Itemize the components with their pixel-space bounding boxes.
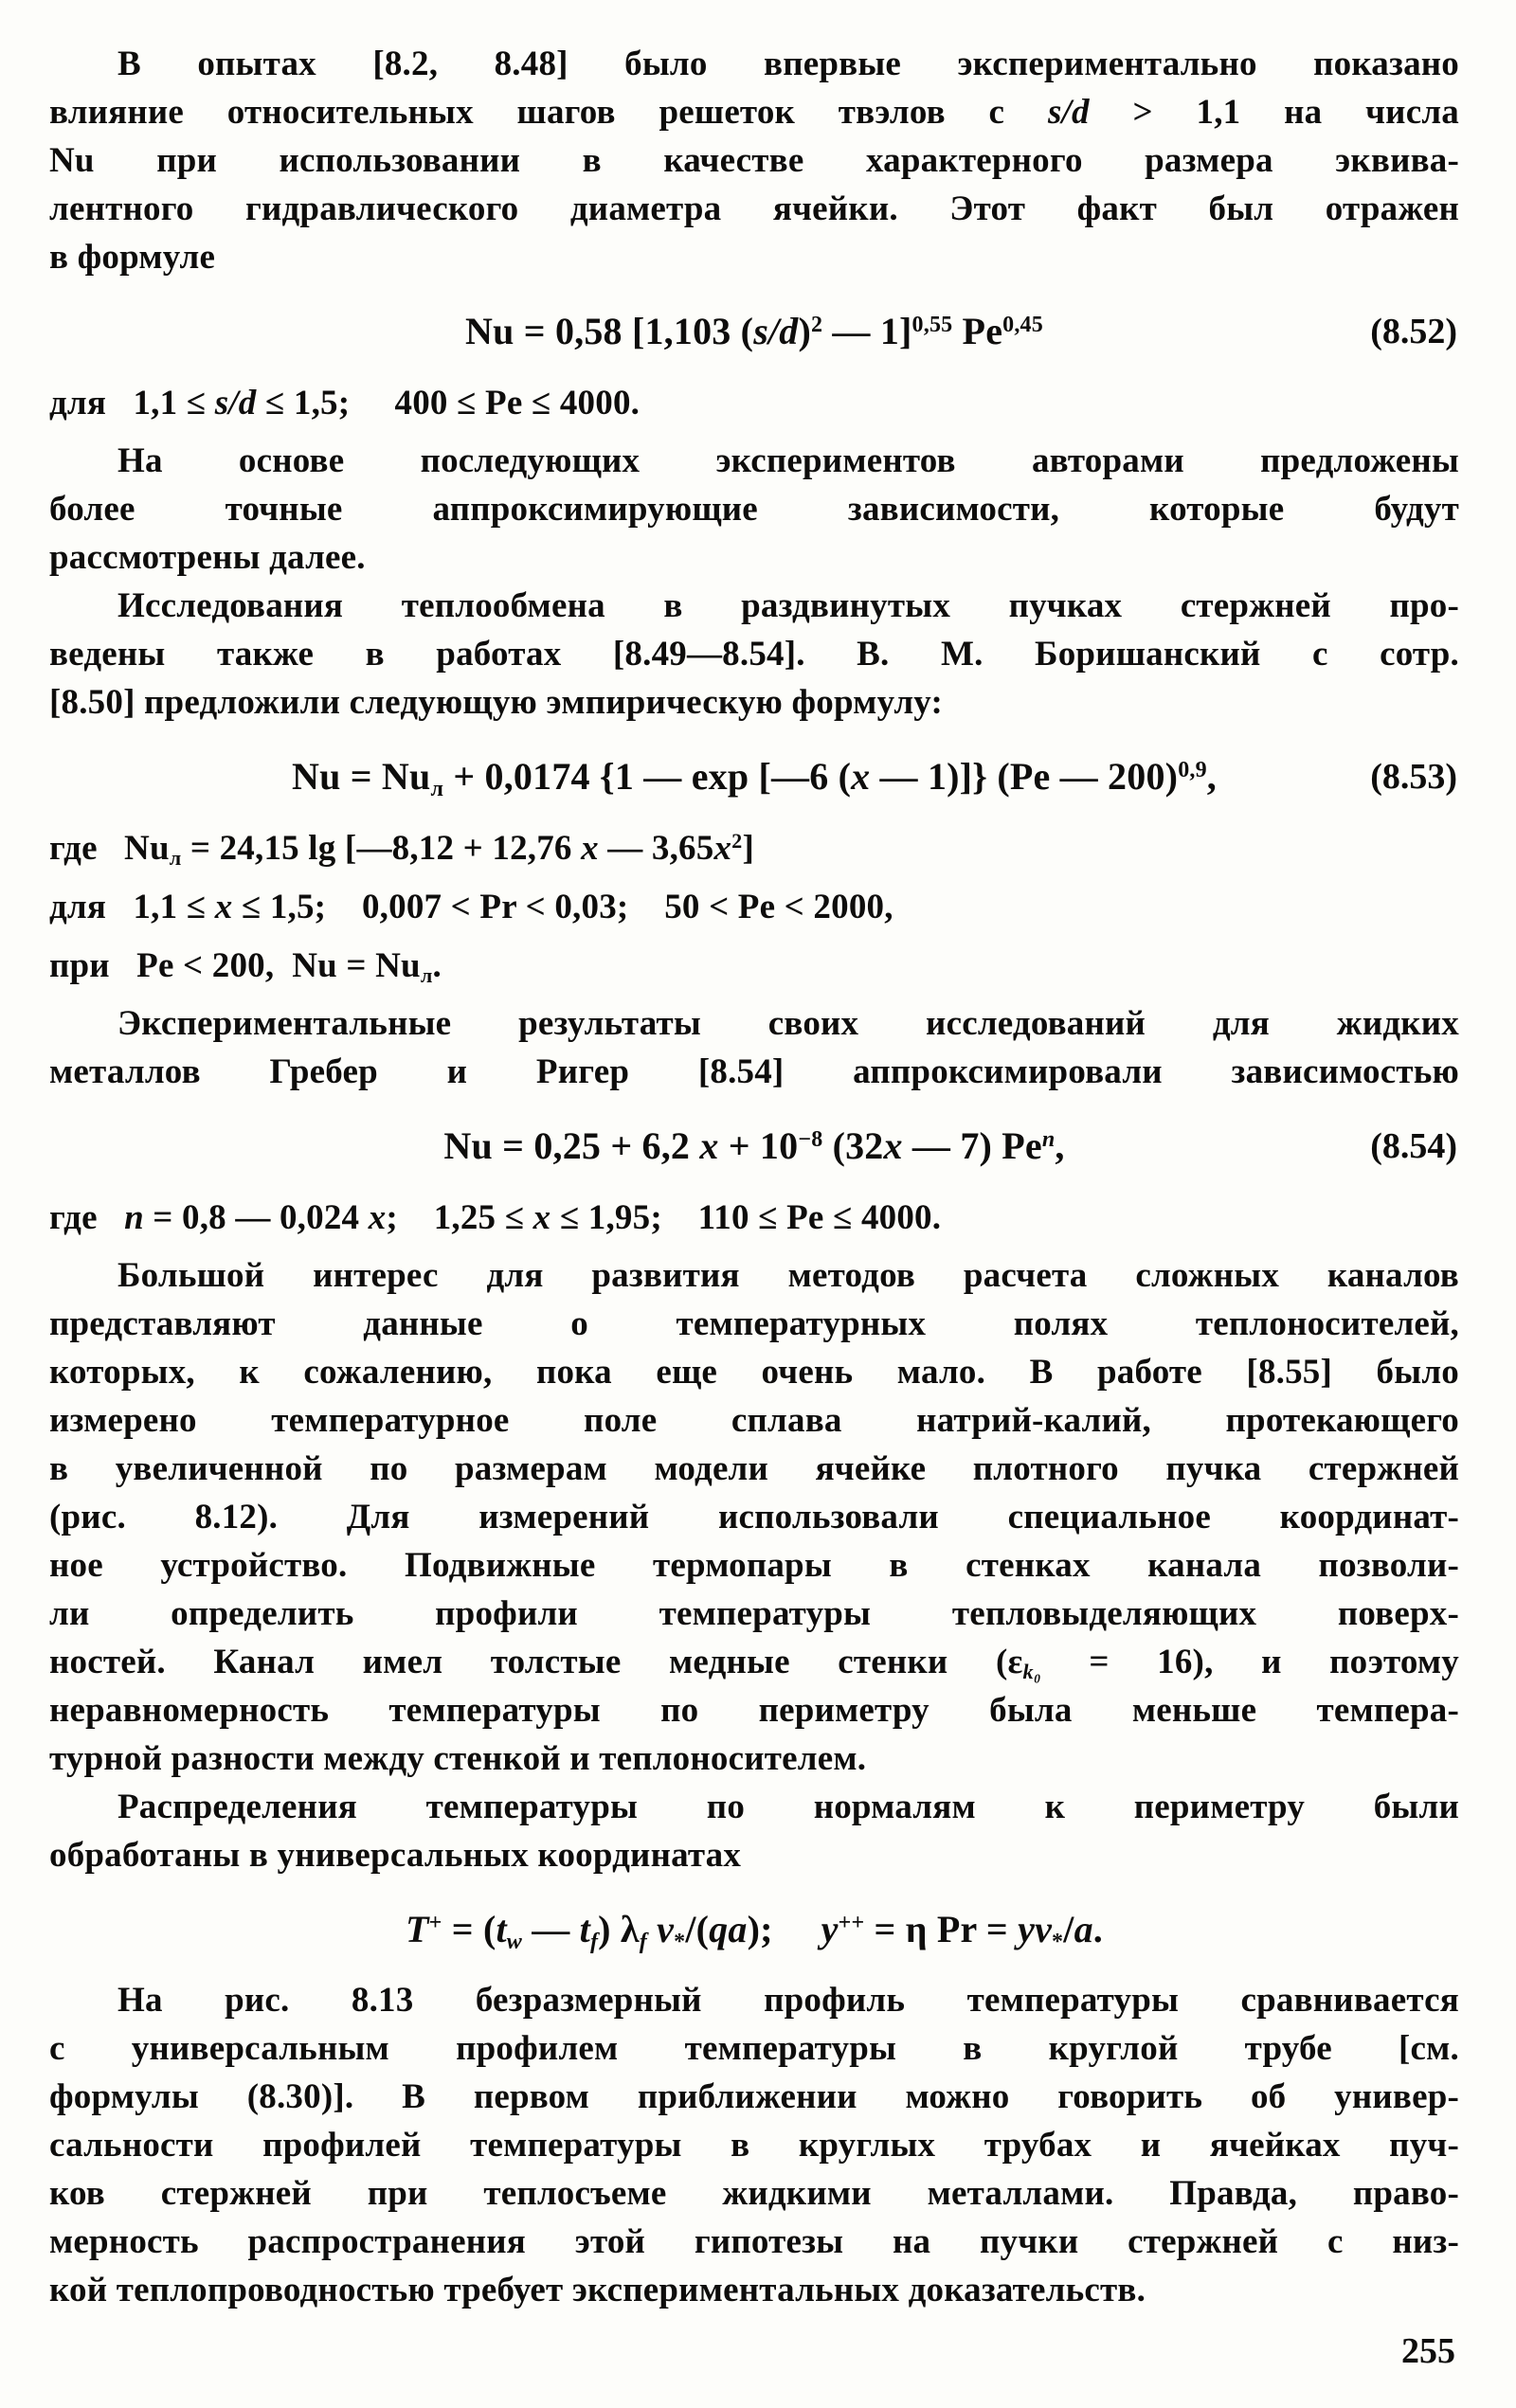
text-line: в формуле bbox=[49, 238, 216, 277]
text-line: В опытах [8.2, 8.48] было впервые экспериментально показано bbox=[117, 45, 1459, 83]
page-content bbox=[49, 40, 1459, 2314]
equation-number: (8.52) bbox=[1370, 312, 1457, 351]
text-line: формулы (8.30)]. В первом приближении можно говорить об универ- bbox=[49, 2077, 1459, 2116]
definition-nu-l: где $Nu_л = 24,15$ lg [—8,12 + 12,76 x — $3,65x^2$] bbox=[49, 828, 754, 871]
text-line: металлов Гребер и Ригер [8.54] аппроксимировали зависимостью bbox=[49, 1052, 1459, 1091]
condition-8-53: для 1,1 ≤ x ≤ 1,5; 0,007 < Pr < 0,03; 50 < Pe < 2000, bbox=[49, 888, 893, 926]
text-line: лентного гидравлического диаметра ячейки. Этот факт был отражен bbox=[49, 189, 1459, 228]
text-line: влияние относительных шагов решеток твэлов с s/d > 1,1 на числа bbox=[49, 93, 1459, 132]
text-line: с универсальным профилем температуры в круглой трубе [см. bbox=[49, 2029, 1459, 2068]
paragraph-2 bbox=[49, 437, 1459, 582]
text-line: На основе последующих экспериментов авторами предложены bbox=[117, 441, 1459, 480]
equation-number: (8.53) bbox=[1370, 757, 1457, 797]
paragraph-5 bbox=[49, 1251, 1459, 1783]
text-line: обработаны в универсальных координатах bbox=[49, 1836, 742, 1875]
paragraph-1 bbox=[49, 40, 1459, 281]
page-number: 255 bbox=[1401, 2331, 1455, 2371]
condition-8-52: для 1,1 ≤ s/d ≤ 1,5; 400 ≤ Pe ≤ 4000. bbox=[49, 384, 641, 422]
equation-8-53 bbox=[49, 749, 1459, 804]
paragraph-4 bbox=[49, 999, 1459, 1096]
text-line: ное устройство. Подвижные термопары в стенках канала позволи- bbox=[49, 1546, 1459, 1585]
equation-t-plus bbox=[49, 1902, 1459, 1957]
paragraph-6 bbox=[49, 1783, 1459, 1879]
text-line: более точные аппроксимирующие зависимости, которые будут bbox=[49, 490, 1459, 529]
text-line: Исследования теплообмена в раздвинутых пучках стержней про- bbox=[117, 586, 1459, 625]
text-line: ведены также в работах [8.49—8.54]. В. М. Боришанский с сотр. bbox=[49, 635, 1459, 674]
equation: Nu = 0,25 + 6,2 $x + 10^{-8}$ (32x — 7) Pe$^n$, bbox=[443, 1124, 1065, 1167]
text-line: рассмотрены далее. bbox=[49, 538, 366, 577]
paragraph-7 bbox=[49, 1976, 1459, 2314]
text-line: неравномерность температуры по периметру была меньше темпера- bbox=[49, 1691, 1459, 1730]
text-line: в увеличенной по размерам модели ячейке плотного пучка стержней bbox=[49, 1449, 1459, 1488]
paragraph-3 bbox=[49, 582, 1459, 727]
text-line: которых, к сожалению, пока еще очень мало. В работе [8.55] было bbox=[49, 1353, 1459, 1392]
equation-number: (8.54) bbox=[1370, 1126, 1457, 1166]
equation: Nu = 0,58 [1,103 $(s/d)^2$ — 1]$^{0,55}$ Pe$^{0,45}$ bbox=[465, 310, 1043, 352]
text-line: Большой интерес для развития методов расчета сложных каналов bbox=[117, 1256, 1459, 1295]
text-line: ков стержней при теплосъеме жидкими металлами. Правда, право- bbox=[49, 2174, 1459, 2213]
equation-8-52 bbox=[49, 304, 1459, 359]
equation: $T^+ = (t_w$ — $t_f$) $\lambda_f$ $v_*/(qa)$; y++ = η $Pr = yv_*/a$. bbox=[406, 1908, 1103, 1954]
text-line: кой теплопроводностью требует экспериментальных доказательств. bbox=[49, 2271, 1146, 2309]
text-line: На рис. 8.13 безразмерный профиль температуры сравнивается bbox=[117, 1981, 1459, 2020]
text-line: Экспериментальные результаты своих исследований для жидких bbox=[117, 1004, 1459, 1043]
text-line: Nu при использовании в качестве характерного размера эквива- bbox=[49, 141, 1459, 180]
text-line: ли определить профили температуры тепловыделяющих поверх- bbox=[49, 1594, 1459, 1633]
text-line: представляют данные о температурных полях теплоносителей, bbox=[49, 1304, 1459, 1343]
text-line: [8.50] предложили следующую эмпирическую формулу: bbox=[49, 683, 944, 722]
equation-8-54 bbox=[49, 1119, 1459, 1174]
condition-8-54: где n = 0,8 — 0,024 x; 1,25 ≤ x ≤ 1,95; 110 ≤ Pe ≤ 4000. bbox=[49, 1198, 942, 1237]
text-line: измерено температурное поле сплава натрий-калий, протекающего bbox=[49, 1401, 1459, 1440]
text-line: (рис. 8.12). Для измерений использовали специальное координат- bbox=[49, 1498, 1459, 1536]
condition-8-53b: при Pe < 200, $Nu = Nu_л$. bbox=[49, 946, 442, 988]
equation: $Nu = Nu_л + 0,0174$ {1 — exp [—6 (x — 1)]} (Pe — 200)$^{0,9}$, bbox=[292, 755, 1217, 801]
text-line: Распределения температуры по нормалям к периметру были bbox=[117, 1788, 1459, 1826]
text-line: ностей. Канал имел толстые медные стенки $(\varepsilon_{k_0} = 16)$, и поэтому bbox=[49, 1643, 1459, 1684]
text-line: турной разности между стенкой и теплоносителем. bbox=[49, 1739, 867, 1778]
text-line: мерность распространения этой гипотезы на пучки стержней с низ- bbox=[49, 2222, 1459, 2261]
text-line: сальности профилей температуры в круглых трубах и ячейках пуч- bbox=[49, 2126, 1459, 2165]
